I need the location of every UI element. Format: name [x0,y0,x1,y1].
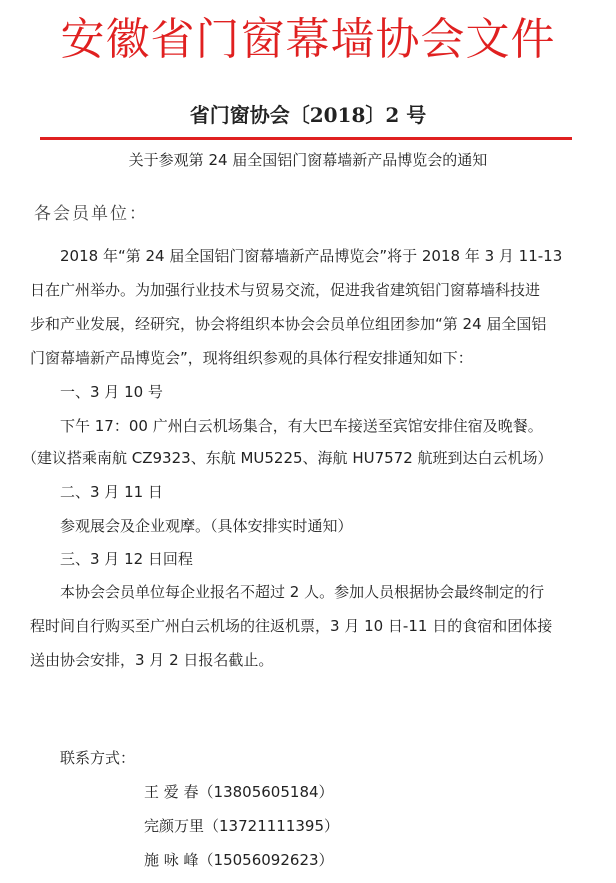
intro-line: 2018 年“第 24 届全国铝门窗幕墙新产品博览会”将于 2018 年 3 月 11-13 [60,247,563,265]
intro-line: 步和产业发展，经研究，协会将组织本协会会员单位组团参加“第 24 届全国铝 [30,315,547,333]
section1-heading: 一、3 月 10 号 [60,383,163,401]
contact-phone: （15056092623） [198,851,334,869]
section3-line: 本协会会员单位每企业报名不超过 2 人。参加人员根据协会最终制定的行 [60,583,545,601]
contact-item [144,811,339,841]
section1-detail: 下午 17：00 广州白云机场集合，有大巴车接送至宾馆安排住宿及晚餐。 [60,417,543,435]
intro-line: 日在广州举办。为加强行业技术与贸易交流，促进我省建筑铝门窗幕墙科技进 [30,281,541,299]
intro-line: 门窗幕墙新产品博览会”，现将组织参观的具体行程安排通知如下： [30,349,473,367]
contact-name: 完颜万里 [144,817,205,835]
contact-name: 施 咏 峰 [144,851,199,869]
contact-label: 联系方式： [60,749,136,767]
document-number: 省门窗协会〔2018〕2 号 [189,103,427,127]
section1-flight-advice: （建议搭乘南航 CZ9323、东航 MU5225、海航 HU7572 航班到达白云机场） [22,449,553,467]
org-header-title: 安徽省门窗幕墙协会文件 [60,14,556,65]
contact-item [144,845,334,875]
section2-detail: 参观展会及企业观摩。（具体安排实时通知） [60,517,353,535]
section3-line: 程时间自行购买至广州白云机场的往返机票，3 月 10 日-11 日的食宿和团体接 [30,617,553,635]
salutation: 各会员单位： [34,204,148,224]
contact-item [144,777,334,807]
section2-heading: 二、3 月 11 日 [60,483,163,501]
contact-phone: （13805605184） [198,783,334,801]
section3-line: 送由协会安排，3 月 2 日报名截止。 [30,651,274,669]
red-divider-line [40,137,572,140]
notice-title: 关于参观第 24 届全国铝门窗幕墙新产品博览会的通知 [128,151,488,169]
contact-phone: （13721111395） [204,817,339,835]
contact-name: 王 爱 春 [144,783,199,801]
section3-heading: 三、3 月 12 日回程 [60,550,193,568]
